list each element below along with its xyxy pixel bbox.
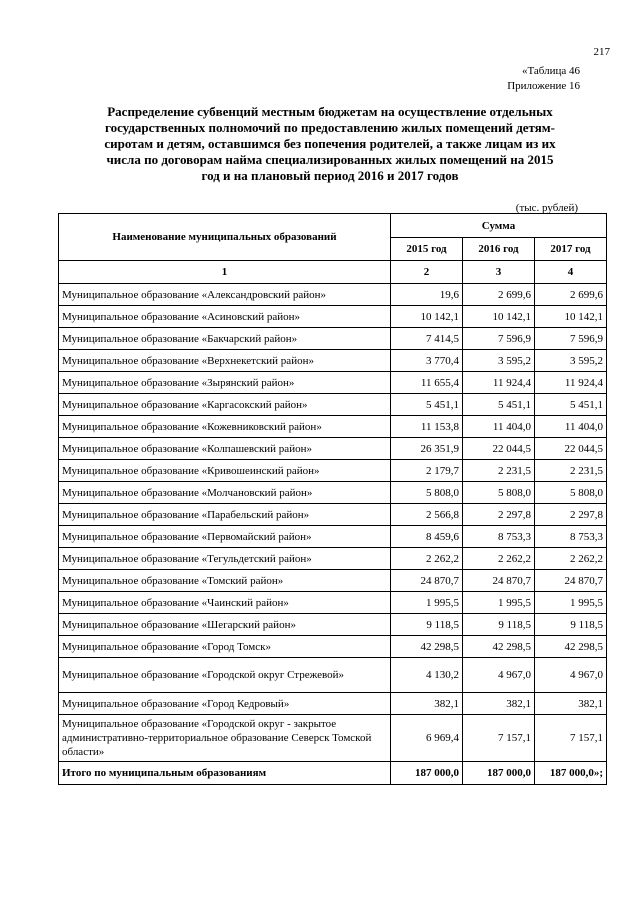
value-2017: 7 157,1: [535, 715, 607, 762]
value-2016: 7 157,1: [463, 715, 535, 762]
municipality-name: Муниципальное образование «Первомайский район»: [59, 526, 391, 548]
header-year-2016: 2016 год: [463, 238, 535, 261]
value-2016: 2 231,5: [463, 460, 535, 482]
document-title: [70, 104, 590, 184]
table-row: [59, 636, 607, 658]
value-2017: 42 298,5: [535, 636, 607, 658]
value-2017: 11 404,0: [535, 416, 607, 438]
value-2015: 11 655,4: [391, 372, 463, 394]
municipality-name: Муниципальное образование «Молчановский район»: [59, 482, 391, 504]
municipality-name: Муниципальное образование «Парабельский район»: [59, 504, 391, 526]
municipality-name: Муниципальное образование «Зырянский район»: [59, 372, 391, 394]
total-2016: 187 000,0: [463, 762, 535, 785]
appendix-label: Приложение 16: [507, 80, 580, 92]
value-2017: 5 808,0: [535, 482, 607, 504]
municipality-name: Муниципальное образование «Кожевниковский район»: [59, 416, 391, 438]
value-2017: 3 595,2: [535, 350, 607, 372]
table-row: [59, 548, 607, 570]
value-2015: 4 130,2: [391, 658, 463, 693]
value-2017: 382,1: [535, 693, 607, 715]
value-2016: 10 142,1: [463, 306, 535, 328]
header-sum: Сумма: [391, 214, 607, 238]
table-row: [59, 526, 607, 548]
value-2015: 10 142,1: [391, 306, 463, 328]
header-year-2015: 2015 год: [391, 238, 463, 261]
municipality-name: Муниципальное образование «Кривошеинский район»: [59, 460, 391, 482]
value-2017: 1 995,5: [535, 592, 607, 614]
municipality-name: Муниципальное образование «Чаинский район»: [59, 592, 391, 614]
title-line: сиротам и детям, оставшимся без попечения родителей, а также лицам из их: [104, 136, 556, 151]
title-line: Распределение субвенций местным бюджетам на осуществление отдельных: [107, 104, 553, 119]
value-2015: 5 451,1: [391, 394, 463, 416]
total-2017: 187 000,0»;: [535, 762, 607, 785]
value-2017: 24 870,7: [535, 570, 607, 592]
value-2015: 24 870,7: [391, 570, 463, 592]
municipality-name: Муниципальное образование «Тегульдетский район»: [59, 548, 391, 570]
column-index: 4: [535, 261, 607, 284]
table-row: [59, 570, 607, 592]
table-label: «Таблица 46: [521, 65, 580, 77]
value-2016: 4 967,0: [463, 658, 535, 693]
municipality-name: Муниципальное образование «Бакчарский район»: [59, 328, 391, 350]
value-2016: 9 118,5: [463, 614, 535, 636]
table-row: [59, 715, 607, 762]
table-row: [59, 504, 607, 526]
value-2016: 42 298,5: [463, 636, 535, 658]
unit-label: (тыс. рублей): [515, 202, 578, 214]
value-2015: 6 969,4: [391, 715, 463, 762]
value-2015: 42 298,5: [391, 636, 463, 658]
value-2015: 2 179,7: [391, 460, 463, 482]
municipality-name: Муниципальное образование «Город Томск»: [59, 636, 391, 658]
table-row: [59, 614, 607, 636]
value-2016: 2 262,2: [463, 548, 535, 570]
value-2015: 11 153,8: [391, 416, 463, 438]
table-row: [59, 328, 607, 350]
value-2015: 5 808,0: [391, 482, 463, 504]
value-2017: 2 699,6: [535, 284, 607, 306]
table-row: [59, 658, 607, 693]
municipality-name: Муниципальное образование «Александровский район»: [59, 284, 391, 306]
municipality-name: Муниципальное образование «Верхнекетский район»: [59, 350, 391, 372]
value-2017: 2 262,2: [535, 548, 607, 570]
value-2017: 9 118,5: [535, 614, 607, 636]
column-index: 3: [463, 261, 535, 284]
value-2016: 3 595,2: [463, 350, 535, 372]
municipality-name: Муниципальное образование «Колпашевский район»: [59, 438, 391, 460]
municipality-name: Муниципальное образование «Асиновский район»: [59, 306, 391, 328]
header-name: Наименование муниципальных образований: [59, 214, 391, 261]
value-2016: 2 699,6: [463, 284, 535, 306]
value-2015: 19,6: [391, 284, 463, 306]
value-2017: 2 297,8: [535, 504, 607, 526]
value-2016: 5 808,0: [463, 482, 535, 504]
table-row: [59, 284, 607, 306]
value-2017: 22 044,5: [535, 438, 607, 460]
table-row: [59, 592, 607, 614]
value-2016: 11 404,0: [463, 416, 535, 438]
municipality-name: Муниципальное образование «Каргасокский район»: [59, 394, 391, 416]
value-2015: 8 459,6: [391, 526, 463, 548]
municipality-name: Муниципальное образование «Шегарский район»: [59, 614, 391, 636]
table-caption: [507, 64, 580, 94]
total-row: [59, 762, 607, 785]
value-2016: 2 297,8: [463, 504, 535, 526]
value-2017: 4 967,0: [535, 658, 607, 693]
table-row: [59, 372, 607, 394]
value-2015: 3 770,4: [391, 350, 463, 372]
column-index: 2: [391, 261, 463, 284]
municipality-name: Муниципальное образование «Городской округ - закрытое административно-территориальное образование Северск Томской области»: [59, 715, 391, 762]
value-2015: 382,1: [391, 693, 463, 715]
page-number: 217: [593, 46, 610, 58]
value-2017: 10 142,1: [535, 306, 607, 328]
title-line: год и на плановый период 2016 и 2017 годов: [201, 168, 459, 183]
table-row: [59, 306, 607, 328]
value-2017: 2 231,5: [535, 460, 607, 482]
total-label: Итого по муниципальным образованиям: [59, 762, 391, 785]
value-2016: 8 753,3: [463, 526, 535, 548]
value-2016: 7 596,9: [463, 328, 535, 350]
subvention-table: [58, 213, 607, 785]
table-row: [59, 350, 607, 372]
value-2017: 7 596,9: [535, 328, 607, 350]
value-2015: 7 414,5: [391, 328, 463, 350]
value-2015: 2 262,2: [391, 548, 463, 570]
value-2015: 9 118,5: [391, 614, 463, 636]
table-row: [59, 394, 607, 416]
table-row: [59, 416, 607, 438]
total-2015: 187 000,0: [391, 762, 463, 785]
table-row: [59, 460, 607, 482]
value-2015: 1 995,5: [391, 592, 463, 614]
column-index: 1: [59, 261, 391, 284]
municipality-name: Муниципальное образование «Город Кедровый»: [59, 693, 391, 715]
value-2016: 5 451,1: [463, 394, 535, 416]
value-2017: 5 451,1: [535, 394, 607, 416]
value-2016: 11 924,4: [463, 372, 535, 394]
table-row: [59, 693, 607, 715]
table-row: [59, 438, 607, 460]
value-2015: 2 566,8: [391, 504, 463, 526]
value-2017: 11 924,4: [535, 372, 607, 394]
value-2015: 26 351,9: [391, 438, 463, 460]
value-2017: 8 753,3: [535, 526, 607, 548]
table-row: [59, 482, 607, 504]
header-year-2017: 2017 год: [535, 238, 607, 261]
value-2016: 22 044,5: [463, 438, 535, 460]
value-2016: 382,1: [463, 693, 535, 715]
title-line: государственных полномочий по предоставлению жилых помещений детям-: [104, 120, 555, 135]
title-line: числа по договорам найма специализированных жилых помещений на 2015: [106, 152, 554, 167]
value-2016: 1 995,5: [463, 592, 535, 614]
value-2016: 24 870,7: [463, 570, 535, 592]
municipality-name: Муниципальное образование «Городской округ Стрежевой»: [59, 658, 391, 693]
municipality-name: Муниципальное образование «Томский район»: [59, 570, 391, 592]
